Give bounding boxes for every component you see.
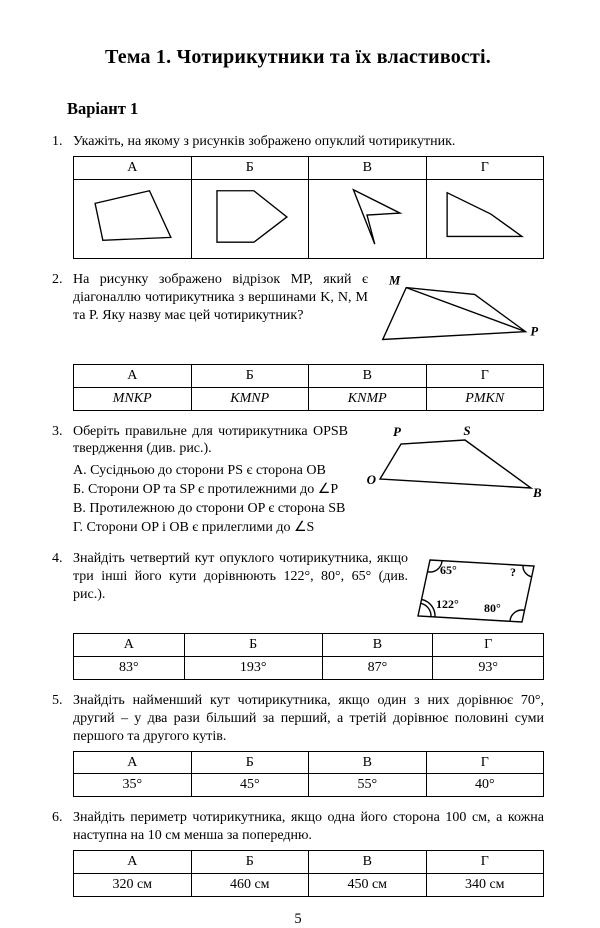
figure-cell-v (309, 179, 427, 258)
answer-header-a: А (74, 751, 192, 774)
table-header-row (74, 751, 544, 774)
angle-arc-bottom-left-inner (421, 603, 431, 617)
answer-header-v: В (309, 751, 427, 774)
question-text: Знайдіть найменший кут чотирикутника, якщо один з них дорівнює 70°, другий – у два рази більший за перший, а третій дорівнює половині суми першого та другого кутів. (73, 692, 544, 744)
answer-header-v: В (309, 851, 427, 874)
page-title: Тема 1. Чотирикутники та їх властивості. (104, 46, 492, 68)
vertex-label-m: M (389, 273, 401, 288)
concave-quadrilateral-figure (315, 182, 419, 250)
answer-value-b: 45° (191, 774, 309, 797)
answer-value-v: 450 см (309, 874, 427, 897)
answer-header-v: В (309, 156, 427, 179)
question-5 (52, 692, 544, 798)
quadrilateral-angles-figure (416, 550, 544, 628)
option-b: Б. Сторони OP та SP є протилежними до ∠P (73, 482, 339, 498)
answer-table-q1 (73, 156, 544, 259)
answer-value-a: MNKP (74, 387, 192, 410)
vertex-label-s: S (463, 422, 471, 438)
table-header-row (74, 633, 544, 656)
answer-row (74, 656, 544, 679)
quadrilateral-outline (95, 191, 171, 241)
question-number: 4. (52, 550, 63, 566)
answer-row (74, 774, 544, 797)
quadrilateral-outline (447, 192, 522, 236)
figure-cell-g (426, 179, 544, 258)
angle-label-65: 65° (440, 562, 457, 577)
vertex-label-p: P (530, 324, 539, 339)
answer-header-a: А (74, 364, 192, 387)
question-2 (52, 271, 544, 411)
answer-value-g: 93° (433, 656, 544, 679)
answer-header-g: Г (426, 751, 544, 774)
question-number: 3. (52, 423, 63, 439)
answer-header-g: Г (426, 851, 544, 874)
answer-header-b: Б (191, 364, 309, 387)
answer-value-a: 83° (74, 656, 185, 679)
table-header-row (74, 851, 544, 874)
question-text: Знайдіть периметр чотирикутника, якщо одна його сторона 100 см, а кожна наступна на 10 см менша за попередню. (73, 810, 544, 844)
option-a: А. Сусідньою до сторони PS є сторона OB (73, 463, 326, 479)
concave-outline (354, 190, 401, 244)
convex-quadrilateral-figure (80, 182, 184, 250)
question-number: 5. (52, 692, 63, 708)
answer-header-a: А (74, 156, 192, 179)
angle-label-80: 80° (484, 600, 501, 615)
answer-header-b: Б (191, 851, 309, 874)
answer-row (74, 874, 544, 897)
answer-value-v: KNMP (309, 387, 427, 410)
answer-row (74, 387, 544, 410)
question-text: На рисунку зображено відрізок MP, який є діагоналлю чотирикутника з вершинами K, N, M та P. Яку назву має цей чотирикутник? (73, 271, 368, 323)
angle-arc-top-right (523, 565, 532, 576)
statement-options (73, 423, 356, 538)
answer-value-v: 87° (322, 656, 433, 679)
quadrilateral-opsb-outline (380, 440, 531, 488)
answer-header-b: Б (191, 751, 309, 774)
answer-value-b: KMNP (191, 387, 309, 410)
figure-cell-a (74, 179, 192, 258)
question-text: Знайдіть четвертий кут опуклого чотирикутника, якщо три інші його кути дорівнюють 122°, 80°, 65° (див. рис.). (73, 550, 408, 602)
angle-label-122: 122° (436, 596, 459, 611)
page-number: 5 (294, 910, 302, 927)
answer-header-g: Г (433, 633, 544, 656)
option-v: В. Протилежною до сторони OP є сторона SB (73, 501, 346, 517)
answer-header-v: В (322, 633, 433, 656)
answer-value-v: 55° (309, 774, 427, 797)
figure-cell-b (191, 179, 309, 258)
answer-table-q4 (73, 633, 544, 680)
answer-header-b: Б (191, 156, 309, 179)
question-number: 6. (52, 810, 63, 826)
answer-value-g: 340 см (426, 874, 544, 897)
question-3 (52, 423, 544, 538)
triangle-like-quadrilateral-figure (433, 182, 537, 250)
quadrilateral-kmnp-outline (383, 287, 526, 339)
answer-value-b: 193° (184, 656, 322, 679)
answer-value-g: 40° (426, 774, 544, 797)
answer-header-g: Г (426, 364, 544, 387)
question-number: 1. (52, 134, 63, 149)
quadrilateral-opsb-figure (364, 423, 544, 501)
angle-label-unknown: ? (510, 564, 516, 579)
table-header-row (74, 364, 544, 387)
quadrilateral-with-diagonal-figure (376, 271, 544, 359)
answer-table-q2 (73, 364, 544, 411)
question-6 (52, 809, 544, 897)
answer-value-g: PMKN (426, 387, 544, 410)
variant-label: Варіант 1 (67, 99, 139, 118)
vertex-label-o: O (366, 471, 376, 487)
answer-header-b: Б (184, 633, 322, 656)
option-g: Г. Сторони OP і OB є прилеглими до ∠S (73, 520, 315, 536)
vertex-label-b: B (533, 484, 542, 500)
answer-header-v: В (309, 364, 427, 387)
question-1 (52, 133, 544, 259)
figure-row (74, 179, 544, 258)
question-number: 2. (52, 271, 63, 287)
answer-table-q6 (73, 850, 544, 897)
answer-table-q5 (73, 751, 544, 798)
table-header-row (74, 156, 544, 179)
answer-header-g: Г (426, 156, 544, 179)
vertex-label-p: P (393, 423, 401, 439)
pentagon-shape-figure (198, 182, 302, 250)
question-4 (52, 550, 544, 680)
answer-value-a: 35° (74, 774, 192, 797)
question-text: Укажіть, на якому з рисунків зображено опуклий чотирикутник. (73, 134, 456, 149)
pentagon-outline (217, 191, 287, 242)
answer-header-a: А (74, 633, 185, 656)
answer-header-a: А (74, 851, 192, 874)
question-text: Оберіть правильне для чотирикутника OPSB твердження (див. рис.). (73, 423, 348, 457)
answer-value-a: 320 см (74, 874, 192, 897)
answer-value-b: 460 см (191, 874, 309, 897)
